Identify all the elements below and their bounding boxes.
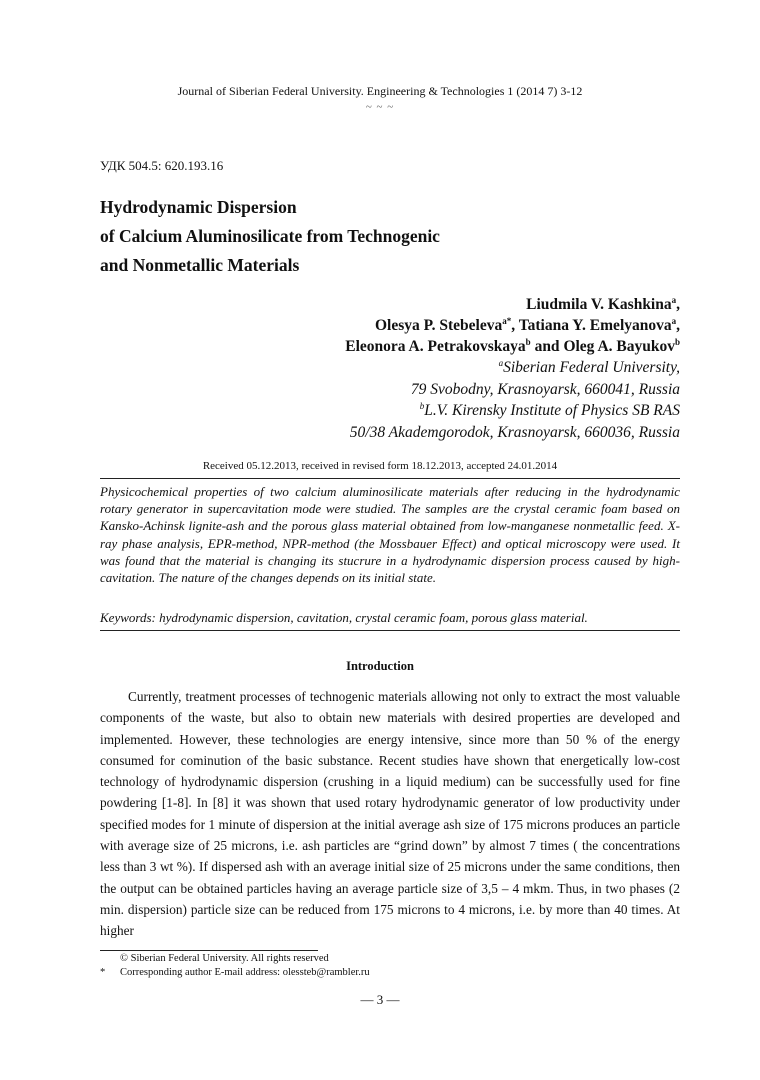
paper-title (100, 193, 680, 280)
author-affil-mark: b (674, 336, 680, 347)
received-dates: Received 05.12.2013, received in revised form 18.12.2013, accepted 24.01.2014 (202, 460, 558, 472)
title-line-1: Hydrodynamic Dispersion (100, 197, 297, 217)
affiliations (120, 357, 680, 443)
footnote-corresponding (100, 967, 370, 978)
udk-code: УДК 504.5: 620.193.16 (100, 158, 224, 173)
author-affil-mark: b (525, 336, 531, 347)
author-list (120, 294, 680, 357)
affil-mark: a (498, 357, 504, 368)
affiliation-b-address: 50/38 Akademgorodok, Krasnoyarsk, 660036, Russia (349, 423, 680, 441)
affiliation-b-name: $^b$L.V. Kirensky Institute of Physics SB RAS (419, 400, 680, 419)
author-line-1: Liudmila V. Kashkina$^a$, (526, 294, 680, 313)
author-affil-mark: a (671, 294, 677, 305)
author-conjunction: and (530, 338, 564, 355)
footnote-copyright: © Siberian Federal University. All rights reserved (120, 953, 329, 964)
affiliation-a-address: 79 Svobodny, Krasnoyarsk, 660041, Russia (410, 380, 680, 398)
section-heading-introduction: Introduction (346, 659, 414, 673)
corresponding-email: Corresponding author E-mail address: olessteb@rambler.ru (120, 967, 370, 978)
abstract: Physicochemical properties of two calcium aluminosilicate materials after reducing in the hydrodynamic rotary generator in supercavitation mode were studied. The samples are the crystal ceramic foam based on Kansko-Achinsk lignite-ash and the porous glass material obtained from low-manganese nonmetallic feed. X-ray phase analysis, EPR-method, NPR-method (the Mossbauer Effect) and optical microscopy were used. It was found that the material is changing its stucrure in a hydrodynamic dispersion process caused by high-cavitation. The nature of the changes depends on its initial state. (100, 484, 680, 586)
author-name: Olesya P. Stebeleva (374, 317, 503, 334)
author-line-2: Olesya P. Stebeleva$^{a*}$, Tatiana Y. Emelyanova$^a$, (374, 315, 680, 334)
author-affil-mark: a* (502, 315, 512, 326)
title-line-2: of Calcium Aluminosilicate from Technogenic (100, 226, 440, 246)
footnote-star-mark: * (100, 967, 106, 978)
abstract-top-rule (100, 478, 680, 479)
author-name: Liudmila V. Kashkina (526, 296, 672, 313)
author-affil-mark: a (671, 315, 677, 326)
author-name: Oleg A. Bayukov (563, 338, 675, 355)
header-ornament: ~ ~ ~ (365, 101, 395, 113)
page-number: — 3 — (360, 992, 400, 1007)
author-name: Tatiana Y. Emelyanova (518, 317, 672, 334)
affil-mark: b (419, 400, 425, 411)
keywords: Keywords: hydrodynamic dispersion, cavitation, crystal ceramic foam, porous glass material. (100, 610, 588, 625)
journal-running-head: Journal of Siberian Federal University. Engineering & Technologies 1 (2014 7) 3-12 (177, 84, 583, 98)
intro-paragraph: Currently, treatment processes of technogenic materials allowing not only to extract the most valuable components of the waste, but also to obtain new materials with desired properties are developed and implemented. However, these technologies are energy intensive, since more than 50 % of the energy consumed for cominution of the basic substance. Recent studies have shown that energetically low-cost technology of hydrodynamic dispersion (crushing in a liquid medium) can be successfully used for fine powdering [1-8]. In [8] it was shown that used rotary hydrodynamic generator of low productivity under specified modes for 1 minute of dispersion at the initial average ash size of 175 microns produces an particle with average size of 25 microns, i.e. ash particles are “grind down” by almost 7 times ( the concentrations less than 3 wt %). If dispersed ash with an average initial size of 25 microns under the same conditions, then the output can be obtained particles having an average particle size of 3,5 – 4 mkm. Thus, in two phases (2 min. dispersion) particle size can be reduced from 175 microns to 4 microns, i.e. by more than 40 times. At higher (100, 689, 680, 939)
author-name: Eleonora A. Petrakovskaya (345, 338, 526, 355)
footnote-rule (100, 950, 318, 951)
affiliation-a-name: $^a$Siberian Federal University, (498, 357, 680, 376)
abstract-bottom-rule (100, 630, 680, 631)
author-line-3 (120, 336, 680, 357)
title-line-3: and Nonmetallic Materials (100, 255, 300, 275)
